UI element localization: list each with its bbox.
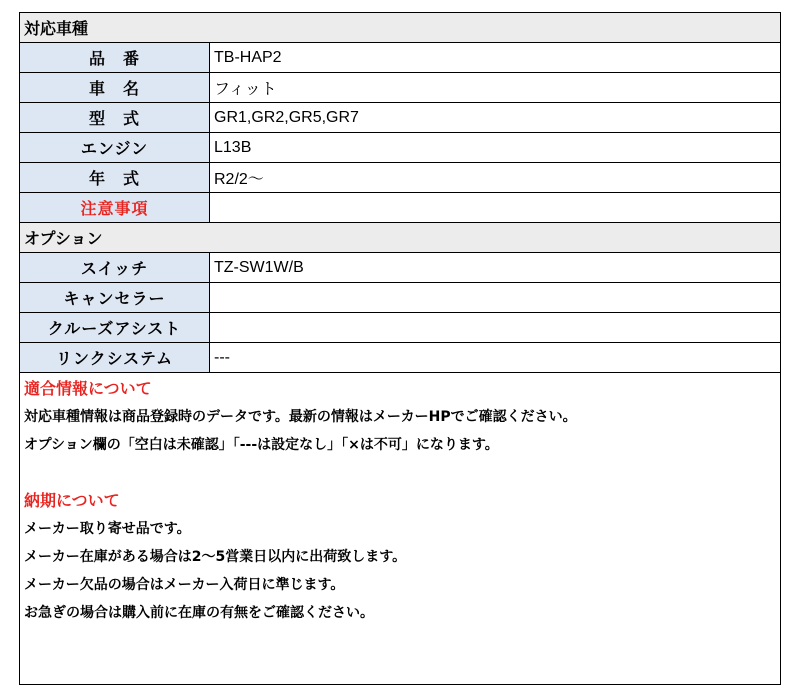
value-canceller <box>210 283 781 313</box>
value-engine: L13B <box>210 133 781 163</box>
delivery-heading: 納期について <box>24 491 120 510</box>
delivery-line-4: お急ぎの場合は購入前に在庫の有無をご確認ください。 <box>24 605 374 621</box>
label-car-name: 車 名 <box>20 73 210 103</box>
vehicle-section-row <box>20 13 781 43</box>
options-section-title: オプション <box>20 223 781 253</box>
value-cruise-assist <box>210 313 781 343</box>
delivery-line-2: メーカー在庫がある場合は2～5営業日以内に出荷致します。 <box>24 549 407 565</box>
options-section-row <box>20 223 781 253</box>
table-row <box>20 103 781 133</box>
notes-block <box>20 373 780 627</box>
label-canceller: キャンセラー <box>20 283 210 313</box>
value-part-number: TB-HAP2 <box>210 43 781 73</box>
vehicle-section-title: 対応車種 <box>20 13 781 43</box>
value-notes <box>210 193 781 223</box>
compatibility-sheet <box>19 12 781 685</box>
spec-table <box>19 12 781 373</box>
value-car-name: フィット <box>210 73 781 103</box>
label-engine: エンジン <box>20 133 210 163</box>
delivery-line-1: メーカー取り寄せ品です。 <box>24 521 191 537</box>
table-row <box>20 253 781 283</box>
table-row <box>20 313 781 343</box>
table-row <box>20 163 781 193</box>
delivery-line-3: メーカー欠品の場合はメーカー入荷日に準じます。 <box>24 577 345 593</box>
value-model-code: GR1,GR2,GR5,GR7 <box>210 103 781 133</box>
label-part-number: 品 番 <box>20 43 210 73</box>
table-row <box>20 193 781 223</box>
spacer <box>24 459 780 487</box>
label-switch: スイッチ <box>20 253 210 283</box>
compat-line-2: オプション欄の「空白は未確認」「---は設定なし」「×は不可」になります。 <box>24 437 499 453</box>
table-row <box>20 43 781 73</box>
compat-heading: 適合情報について <box>24 379 152 398</box>
table-row <box>20 283 781 313</box>
label-link-system: リンクシステム <box>20 343 210 373</box>
table-row <box>20 343 781 373</box>
label-notes: 注意事項 <box>20 193 210 223</box>
label-year: 年 式 <box>20 163 210 193</box>
label-cruise-assist: クルーズアシスト <box>20 313 210 343</box>
label-model-code: 型 式 <box>20 103 210 133</box>
table-row <box>20 133 781 163</box>
value-link-system: --- <box>210 343 781 373</box>
table-row <box>20 73 781 103</box>
value-year: R2/2～ <box>210 163 781 193</box>
value-switch: TZ-SW1W/B <box>210 253 781 283</box>
compat-line-1: 対応車種情報は商品登録時のデータです。最新の情報はメーカーHPでご確認ください。 <box>24 409 577 425</box>
